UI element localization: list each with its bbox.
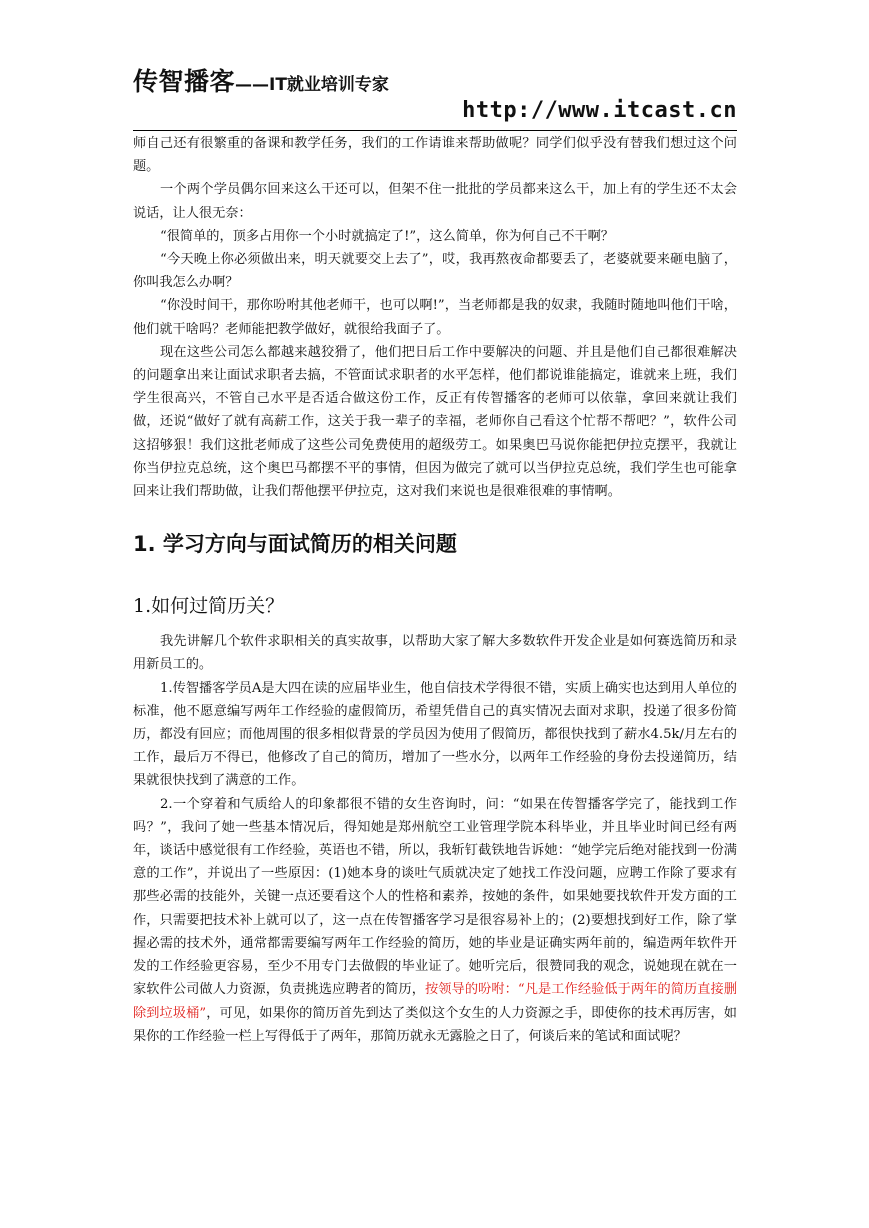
paragraph: 1.传智播客学员A是大四在读的应届毕业生，他自信技术学得很不错，实质上确实也达到用人单位的标准，他不愿意编写两年工作经验的虚假简历，希望凭借自己的真实情况去面对求职，投递了很多份简历，都没有回应；而他周围的很多相似背景的学员因为使用了假简历，都很快找到了薪水4.5k/月左右的工作，最后万不得已，他修改了自己的简历，增加了一些水分，以两年工作经验的身份去投递简历，结果就很快找到了满意的工作。 — [133, 680, 737, 789]
paragraph: “很简单的，顶多占用你一个小时就搞定了!”，这么简单，你为何自己不干啊？ — [160, 228, 614, 244]
header-url: http://www.itcast.cn — [462, 98, 737, 123]
page-header — [133, 62, 737, 123]
section-heading: 1. 学习方向与面试简历的相关问题 — [133, 532, 457, 557]
paragraph: “你没时间干，那你吩咐其他老师干，也可以啊!”，当老师都是我的奴隶，我随时随地叫他们干啥，他们就干啥吗？老师能把教学做好，就很给我面子了。 — [133, 298, 737, 337]
header-rule — [133, 130, 737, 131]
brand-title — [133, 62, 737, 98]
paragraph-text: ，可见，如果你的简历首先到达了类似这个女生的人力资源之手，即使你的技术再厉害，如果你的工作经验一栏上写得低于了两年，那简历就永无露脸之日了，何谈后来的笔试和面试呢？ — [133, 1005, 737, 1044]
paragraph-text: 2.一个穿着和气质给人的印象都很不错的女生咨询时，问：“如果在传智播客学完了，能找到工作吗？”，我问了她一些基本情况后，得知她是郑州航空工业管理学院本科毕业，并且毕业时间已经有两年，谈话中感觉很有工作经验，英语也不错，所以，我斩钉截铁地告诉她：“她学完后绝对能找到一份满意的工作”，并说出了一些原因：(1)她本身的谈吐气质就决定了她找工作没问题，应聘工作除了要求有那些必需的技能外，关键一点还要看这个人的性格和素养，按她的条件，如果她要找软件开发方面的工作，只需要把技术补上就可以了，这一点在传智播客学习是很容易补上的；(2)要想找到好工作，除了掌握必需的技术外，通常都需要编写两年工作经验的简历，她的毕业是证确实两年前的，编造两年软件开发的工作经验更容易，至少不用专门去做假的毕业证了。她听完后，很赞同我的观念，说她现在就在一家软件公司做人力资源，负责挑选应聘者的简历， — [133, 796, 737, 998]
paragraph: 我先讲解几个软件求职相关的真实故事，以帮助大家了解大多数软件开发企业是如何赛选简历和录用新员工的。 — [133, 634, 737, 673]
paragraph: 师自己还有很繁重的备课和教学任务，我们的工作请谁来帮助做呢？同学们似乎没有替我们想过这个问题。 — [133, 136, 737, 175]
highlighted-quote: 按领导的吩咐：“凡是工作经验低于两年的简历直接删除到垃圾桶” — [133, 982, 738, 1021]
subsection-heading: 1.如何过简历关？ — [133, 595, 285, 618]
document-body — [133, 132, 737, 1048]
paragraph: 现在这些公司怎么都越来越狡猾了，他们把日后工作中要解决的问题、并且是他们自己都很难解决的问题拿出来让面试求职者去搞，不管面试求职者的水平怎样，他们都说谁能搞定，谁就来上班，我们学生很高兴，不管自己水平是否适合做这份工作，反正有传智播客的老师可以依靠，拿回来就让我们做，还说“做好了就有高薪工作，这关于我一辈子的幸福，老师你自己看这个忙帮不帮吧？”，软件公司这招够狠！我们这批老师成了这些公司免费使用的超级劳工。如果奥巴马说你能把伊拉克摆平，我就让你当伊拉克总统，这个奥巴马都摆不平的事情，但因为做完了就可以当伊拉克总统，我们学生也可能拿回来让我们帮助做，让我们帮他摆平伊拉克，这对我们来说也是很难很难的事情啊。 — [133, 344, 737, 500]
paragraph: “今天晚上你必须做出来，明天就要交上去了”，哎，我再熬夜命都要丢了，老婆就要来砸电脑了，你叫我怎么办啊？ — [133, 252, 737, 291]
brand-sub: ——IT就业培训专家 — [235, 75, 389, 95]
paragraph — [133, 793, 737, 1048]
paragraph: 一个两个学员偶尔回来这么干还可以，但架不住一批批的学员都来这么干，加上有的学生还不太会说话，让人很无奈： — [133, 182, 737, 221]
brand-main: 传智播客 — [133, 67, 236, 96]
